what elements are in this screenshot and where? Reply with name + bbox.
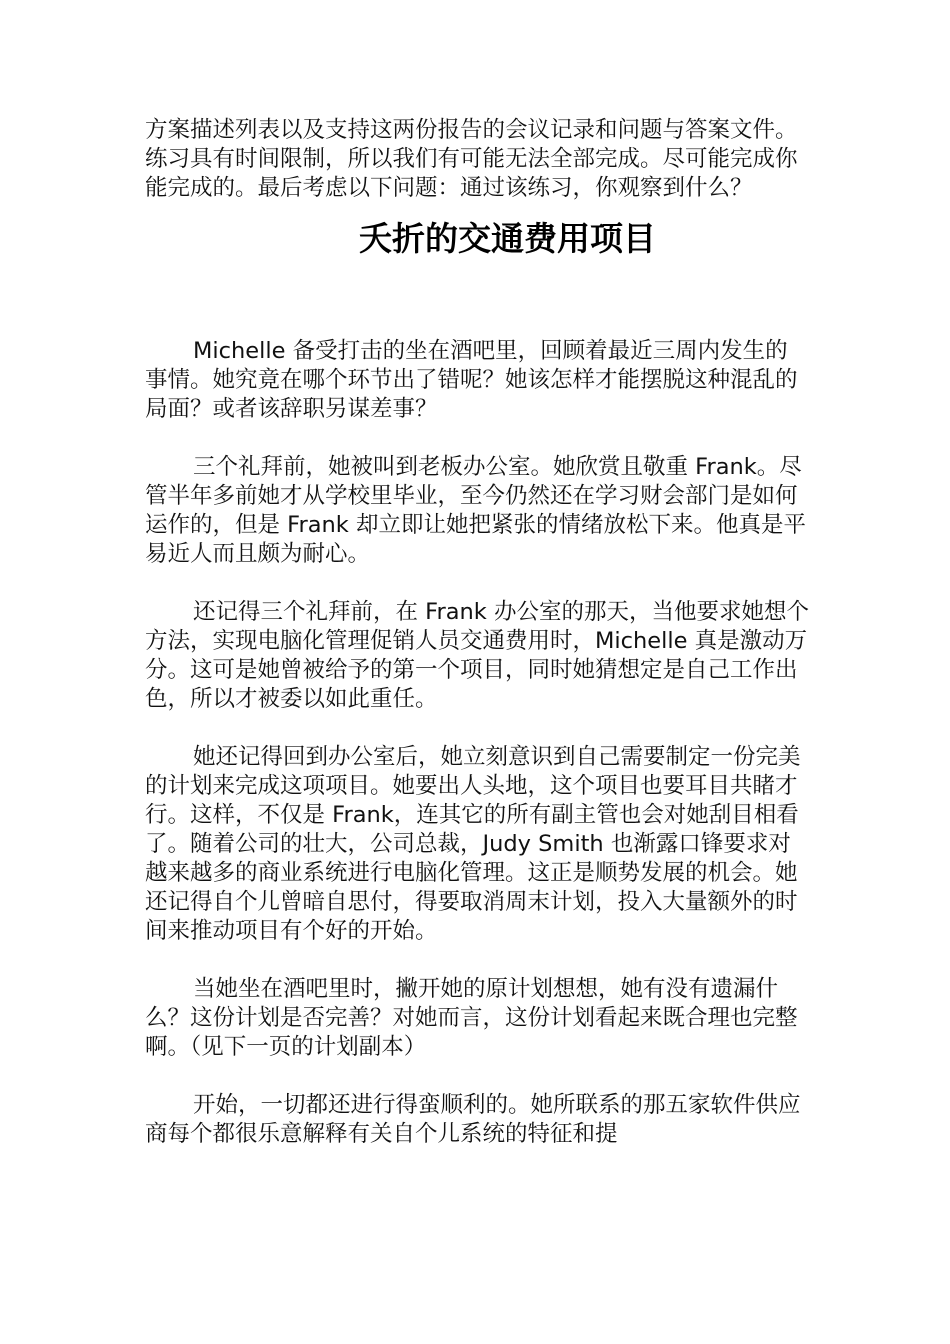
document-body bbox=[145, 116, 810, 1178]
body-paragraph-2: 三个礼拜前，她被叫到老板办公室。她欣赏且敬重 Frank。尽管半年多前她才从学校里毕业，至今仍然还在学习财会部门是如何运作的，但是 Frank 却立即让她把紧张的情绪放松下来。他真是平易近人而且颇为耐心。 bbox=[145, 454, 806, 567]
body-paragraph-5: 当她坐在酒吧里时，撇开她的原计划想想，她有没有遗漏什么？这份计划是否完善？对她而言，这份计划看起来既合理也完整啊。（见下一页的计划副本） bbox=[145, 976, 798, 1060]
body-paragraph-4: 她还记得回到办公室后，她立刻意识到自己需要制定一份完美的计划来完成这项项目。她要出人头地，这个项目也要耳目共睹才行。这样，不仅是 Frank，连其它的所有副主管也会对她刮目相看了。随着公司的壮大，公司总裁，Judy Smith 也渐露口锋要求对越来越多的商业系统进行电脑化管理。这正是顺势发展的机会。她还记得自个儿曾暗自思付，得要取消周末计划，投入大量额外的时间来推动项目有个好的开始。 bbox=[145, 744, 801, 944]
intro-paragraph: 方案描述列表以及支持这两份报告的会议记录和问题与答案文件。练习具有时间限制，所以我们有可能无法全部完成。尽可能完成你能完成的。最后考虑以下问题：通过该练习，你观察到什么？ bbox=[145, 117, 798, 201]
body-paragraph-1: Michelle 备受打击的坐在酒吧里，回顾着最近三周内发生的事情。她究竟在哪个环节出了错呢？她该怎样才能摆脱这种混乱的局面？或者该辞职另谋差事？ bbox=[145, 338, 798, 422]
body-paragraph-3: 还记得三个礼拜前，在 Frank 办公室的那天，当他要求她想个方法，实现电脑化管理促销人员交通费用时，Michelle 真是激动万分。这可是她曾被给予的第一个项目，同时她猜想定是自己工作出色，所以才被委以如此重任。 bbox=[145, 599, 809, 712]
document-title: 夭折的交通费用项目 bbox=[359, 219, 656, 258]
body-paragraph-6: 开始，一切都还进行得蛮顺利的。她所联系的那五家软件供应商每个都很乐意解释有关自个儿系统的特征和提 bbox=[145, 1092, 801, 1147]
